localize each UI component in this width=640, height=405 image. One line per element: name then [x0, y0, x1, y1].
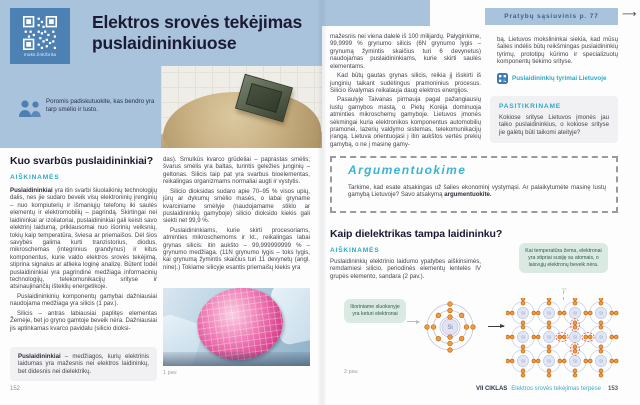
paragraph: mažesnis nei viena dalelė iš 100 milijardų. Palyginkime, 99,9999 % grynumo silicis (6N grynumo lygis – grynumą žymintis skaičius turi 6 devynetus) naudojamas puslaidininkiams, kurie skirti saulės elementams. — [330, 33, 481, 70]
lab-equipment — [163, 352, 310, 366]
qr-link-icon[interactable] — [497, 73, 508, 84]
aiskiname-label-2: AIŠKINAMĖS — [330, 247, 380, 254]
paragraph: Puslaidininkiams, kurie skirti procesoriams, atminties mikroschemoms ir kt., reikalingas labai grynas silicis: itin aukšto – 99,999999999 % – grynumo medžiaga. (11N grynumo lygis – toks lygis, kai grynumą žymintis skaičius turi 11 devynetų (angl. nine).) Tokiame silicyje esantis priemaišų kiekis yra — [163, 226, 310, 271]
figure1-caption: 1 pav. — [163, 370, 178, 376]
right-column-2 — [497, 36, 618, 68]
workbook-reference-bar — [485, 8, 618, 25]
discussion-prompt: Poromis padiskutuokite, kas bendro yra tarp smėlio ir lusto. — [46, 98, 155, 114]
right-page-number: 153 — [607, 386, 618, 392]
page-title-line1: Elektros srovės tekėjimas — [92, 12, 302, 32]
paragraph: Silicis – antras labiausiai paplitęs elementas Žemėje, bet jo gryno gamtoje beveik nėra. Dažniausiai jis aptinkamas kvarco pavidalu (silicio dioksi- — [10, 309, 158, 332]
callout-pointer — [561, 288, 567, 292]
aiskiname-label: AIŠKINAMĖS — [10, 174, 60, 181]
silicon-wafer-photo — [163, 288, 310, 366]
svg-text:Si: Si — [573, 358, 577, 364]
definition-body: – medžiagos, kurių elektrinis laidumas yra mažesnis nei elektros laidininkų, bet didesnis nei dielektrikų. — [18, 353, 149, 375]
section-heading: Kuo svarbūs puslaidininkiai? — [10, 155, 154, 167]
transition-arrow-icon — [488, 326, 504, 327]
definition-box — [10, 347, 157, 381]
cycle-label: VII CIKLAS — [475, 386, 508, 392]
resource-link-label[interactable]: Puslaidininkių tyrimai Lietuvoje — [512, 75, 607, 82]
qr-code-icon — [23, 16, 57, 50]
svg-text:Si: Si — [521, 334, 525, 340]
argue-text-plain: Tarkime, kad esate atsakingas už šalies ekonominį vystymąsi. Ar palaikytumėte masinę lustų gamybą Lietuvoje? Savo atsakymą — [348, 184, 606, 199]
chapter-label: Elektros srovės tekėjimas terpėse — [511, 386, 601, 392]
pasitikriname-text: Kokiose srityse Lietuvos įmonės jau taiko puslaidininkius, o kokiose srityse jie galėtų būti taikomi ateityje? — [499, 114, 609, 136]
page-title-line2: puslaidininkiuose — [92, 32, 237, 53]
left-column-1 — [10, 155, 157, 334]
paragraph: Silicio dioksidas sudaro apie 70–95 % visos upių, jūrų ar dykumų smėlio masės, o labai gryname kvarciniame smėlyje (naudojamame stiklo ar puslaidininkių gamyboje) silicio dioksido kiekis gali siekti net 99,9 %. — [163, 187, 310, 225]
svg-text:Si: Si — [547, 334, 551, 340]
paragraph — [10, 187, 157, 291]
argumentuokime-title: Argumentuokime — [348, 163, 467, 177]
svg-text:Si: Si — [521, 310, 525, 316]
microchip-core — [246, 83, 283, 113]
paragraph: Kad būtų gautas grynas silicis, reikia jį išskirti iš junginių taikant sudėtingus pramoninius procesus. Silicio išvalymas reikalauja daug elektros energijos. — [330, 72, 481, 94]
silicon-atom-diagram — [418, 295, 482, 364]
svg-text:Si: Si — [547, 358, 551, 364]
argue-text-bold: argumentuokite. — [444, 191, 492, 199]
left-column-2 — [163, 156, 310, 273]
workbook-label: Pratybų sąsiuvinis p. 77 — [504, 13, 599, 20]
paragraph: Puslaidininkinių komponentų gamybai dažniausiai naudojama medžiaga yra silicis (1 pav.). — [10, 292, 157, 308]
paragraph: bą. Lietuvos mokslininkai siekia, kad mūsų šalies indėlis būtų reikšmingas puslaidininkių tyrimų, prototipų kūrimo ir specializuotų komponentų tiekimo srityse. — [497, 36, 618, 66]
silicon-lattice-diagram — [506, 298, 620, 383]
svg-text:Si: Si — [447, 325, 453, 332]
paragraph-text: yra itin svarbi šiuolaikinių technologijų dalis, nes jie sudaro beveik visų elektroninių įrenginių – nuo kompiuterių ir išmaniųjų telefonų iki saulės elementų ir elektromobilių – pagrindą. Skirtingai nei laidininkai ar izoliatoriai, puslaidininkiai gali keisti savo elektrinį laidumą, priklausomai nuo išorinių veiksnių, tokių kaip temperatūra, šviesa ar priemaišos. Dėl šios savybės galima kurti tranzistorius, diodus, mikroschemas (integrinius grandynus) ir kitus komponentus, kurie valdo elektros srovės tekėjimą, stiprina signalus ar atlieka loginę analizę. Būtent todėl puslaidininkiai yra pagrindinė medžiaga informacinių technologijų, telekomunikacijų srityse ir atsinaujinančių išteklių energetikoje. — [10, 187, 157, 291]
figure2-caption: 2 pav. — [344, 369, 359, 375]
pasitikriname-heading: PASITIKRINAME — [499, 103, 561, 110]
paragraph: Pasaulyje Taivanas pirmauja pagal pažangiausių lustų gamybos mastą, o Pietų Korėja dominuoja atminties mikroschemų gamyboje. Lietuvos įmonės sėkmingai kuria elektronikos komponentus automobilių pramonei, lazerių valdymo sistemas, telekomunikacijų įrangą. Lietuva orientuojasi į itin aukštos vertės prekių gamybą, o ne į masinę gamy- — [330, 96, 481, 148]
svg-text:Si: Si — [521, 358, 525, 364]
svg-text:Si: Si — [547, 310, 551, 316]
resource-link-row[interactable] — [497, 73, 606, 84]
definition-term: Puslaidininkiai — [18, 353, 61, 360]
svg-text:Si: Si — [599, 358, 603, 364]
atom-callout: Išoriniame sluoksnyje yra keturi elektronai — [344, 299, 406, 323]
qr-caption: moks.link/brita — [23, 51, 57, 57]
pasitikriname-box — [490, 96, 618, 143]
svg-text:Si: Si — [599, 310, 603, 316]
argumentuokime-text — [348, 184, 606, 199]
svg-text:Si: Si — [573, 334, 577, 340]
lattice-callout: Kai temperatūra žema, elektronai yra stipriai susiję su atomais, o laisvųjų elektronų beveik nėra. — [519, 243, 608, 273]
definition-text — [18, 353, 149, 375]
workbook-arrow-icon: ⟶ — [622, 9, 637, 20]
svg-text:Si: Si — [599, 334, 603, 340]
left-page-number: 152 — [10, 386, 21, 392]
qr-code-block[interactable] — [10, 8, 70, 64]
chip-in-sand-photo — [161, 66, 322, 148]
right-column-1 — [330, 33, 481, 150]
term-bold: Puslaidininkiai — [10, 187, 53, 194]
section2-paragraph: Puslaidininkių elektrinio laidumo ypatybes aiškinsimės, remdamiesi silicio, periodinės elementų lentelės IV grupės elemento, sandara (2 pav.). — [330, 258, 481, 280]
svg-text:Si: Si — [573, 310, 577, 316]
right-footer — [320, 386, 618, 392]
paragraph: das). Smulkūs kvarco grūdeliai – paprastas smėlis; švarus smėlis yra baltas, turintis geležies junginių – geltonas. Silicis taip pat yra svarbus bioelementas, reikalingas organizmams normaliai augti ir vystytis. — [163, 156, 310, 186]
discussion-pair-icon — [17, 99, 43, 119]
section2-heading: Kaip dielektrikas tampa laidininku? — [330, 228, 503, 240]
